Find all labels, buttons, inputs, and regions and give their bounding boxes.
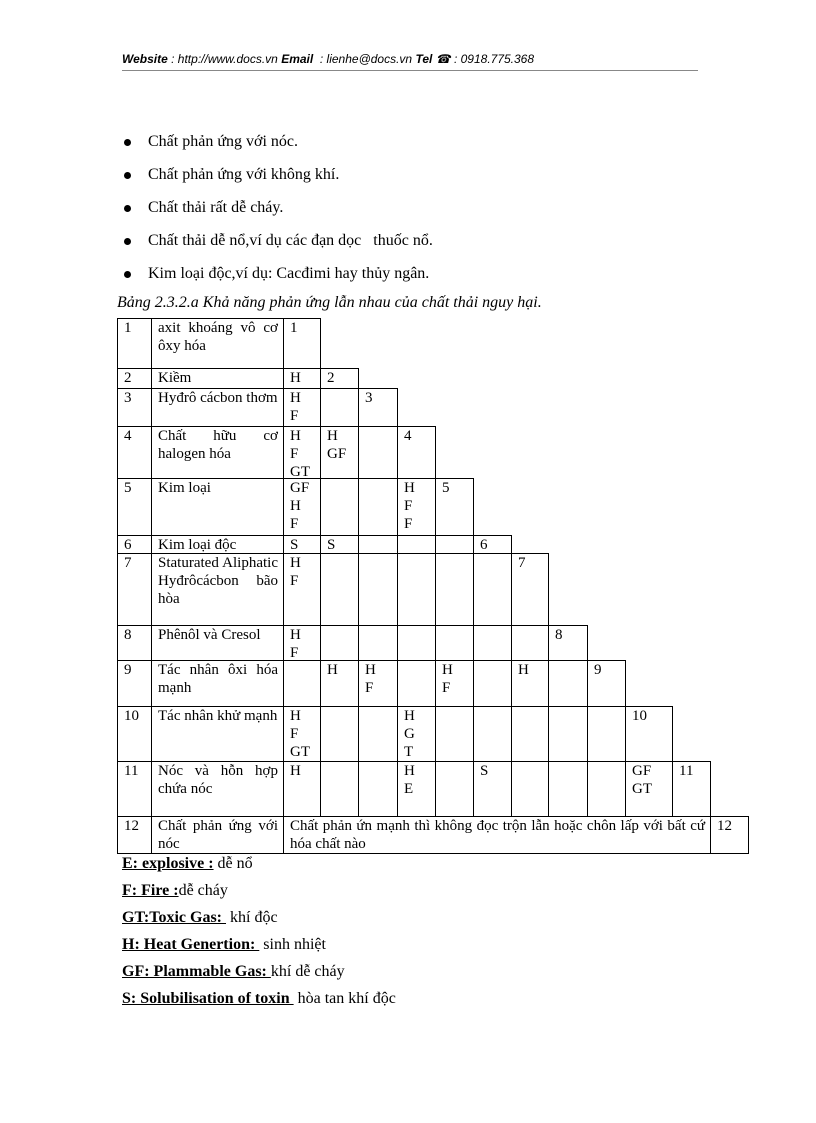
row-number-cell [117, 625, 152, 661]
reaction-cell [473, 660, 512, 707]
diagonal-cell [587, 660, 626, 707]
diagonal-number: 2 [327, 370, 335, 386]
reaction-cell [511, 706, 549, 762]
reaction-cell [358, 478, 398, 536]
reaction-cell [397, 553, 436, 626]
row-label: Chất phản ứng với nóc [158, 818, 278, 852]
reaction-code: S [480, 763, 489, 779]
website-value: : http://www.docs.vn [167, 52, 282, 66]
row-number: 9 [124, 662, 132, 678]
row-note: Chất phản ứn mạnh thì không đọc trộn lẫn hoặc chôn lấp với bất cứ hóa chất nào [290, 818, 705, 852]
reaction-code: H F [290, 555, 301, 589]
legend-item [122, 855, 253, 873]
reaction-code: H [290, 370, 301, 386]
reaction-cell [473, 625, 512, 661]
diagonal-cell [548, 625, 588, 661]
reaction-cell [397, 478, 436, 536]
reaction-cell [283, 761, 321, 817]
diagonal-number: 9 [594, 662, 602, 678]
reaction-cell [320, 761, 359, 817]
row-label: Chất hữu cơ halogen hóa [158, 428, 278, 462]
reaction-code: H [327, 662, 338, 678]
reaction-code: H F GT [290, 708, 310, 760]
diagonal-cell [473, 535, 512, 554]
bullet-dot-icon [124, 238, 131, 245]
row-number: 11 [124, 763, 139, 779]
row-number-cell [117, 368, 152, 389]
header-rule [122, 70, 698, 71]
legend-value: dễ nổ [213, 855, 253, 872]
reaction-cell [397, 535, 436, 554]
row-number: 5 [124, 480, 132, 496]
row-number-cell [117, 535, 152, 554]
diagonal-cell [358, 388, 398, 427]
row-number-cell [117, 553, 152, 626]
reaction-cell [435, 535, 474, 554]
row-number: 12 [124, 818, 139, 834]
diagonal-number: 6 [480, 537, 488, 553]
reaction-code: GF GT [632, 763, 652, 797]
reaction-cell [435, 761, 474, 817]
reaction-cell [358, 535, 398, 554]
diagonal-number: 5 [442, 480, 450, 496]
legend-key: H: Heat Genertion: [122, 936, 260, 953]
row-label: Hyđrô cácbon thơm [158, 390, 278, 406]
bullet-dot-icon [124, 172, 131, 179]
row-label: Kim loại độc [158, 537, 237, 553]
reaction-cell [358, 706, 398, 762]
reaction-cell [320, 535, 359, 554]
legend-value: khí dễ cháy [270, 963, 345, 980]
legend-key: E: explosive : [122, 855, 214, 872]
legend-value: hòa tan khí độc [293, 990, 396, 1007]
diagonal-cell [283, 318, 321, 369]
row-number: 2 [124, 370, 132, 386]
row-number: 7 [124, 555, 132, 571]
diagonal-number: 10 [632, 708, 647, 724]
diagonal-number: 4 [404, 428, 412, 444]
reaction-cell [548, 660, 588, 707]
legend-item [122, 909, 278, 927]
reaction-cell [320, 660, 359, 707]
reaction-cell [473, 761, 512, 817]
legend-key: F: Fire : [122, 882, 179, 899]
reaction-code: H F [442, 662, 453, 696]
row-label: Tác nhân ôxi hóa mạnh [158, 662, 278, 696]
bullet-item: Chất phản ứng với không khí. [122, 163, 433, 196]
reaction-cell [435, 660, 474, 707]
row-number-cell [117, 426, 152, 479]
reaction-cell [397, 625, 436, 661]
email-label: Email [281, 52, 314, 66]
reaction-code: S [290, 537, 299, 553]
reaction-cell [511, 625, 549, 661]
bullet-item: Chất phản ứng với nóc. [122, 130, 433, 163]
row-number-cell [117, 318, 152, 369]
row-number: 4 [124, 428, 132, 444]
reaction-code: H F GT [290, 428, 310, 480]
reaction-cell [358, 761, 398, 817]
diagonal-number: 8 [555, 627, 563, 643]
email-value: : lienhe@docs.vn [313, 52, 416, 66]
bullet-item: Chất thải rất dễ cháy. [122, 196, 433, 229]
reaction-cell [548, 761, 588, 817]
reaction-code: H F [290, 627, 301, 661]
row-label: Staturated Aliphatic Hyđrôcácbon bão hòa [158, 555, 278, 607]
diagonal-number: 11 [679, 763, 694, 779]
reaction-cell [320, 388, 359, 427]
reaction-cell [358, 426, 398, 479]
reaction-cell [320, 478, 359, 536]
bullet-list [122, 130, 433, 295]
diagonal-cell [511, 553, 549, 626]
bullet-dot-icon [124, 205, 131, 212]
legend-value: dễ cháy [178, 882, 228, 899]
bullet-dot-icon [124, 139, 131, 146]
row-number-cell [117, 660, 152, 707]
diagonal-number: 1 [290, 320, 298, 336]
reaction-cell [587, 761, 626, 817]
row-label: Kim loại [158, 480, 211, 496]
reaction-cell [283, 368, 321, 389]
reaction-code: H [518, 662, 529, 678]
reaction-code: H [290, 763, 301, 779]
reaction-cell [283, 660, 321, 707]
reaction-cell [358, 660, 398, 707]
reaction-code: H G T [404, 708, 415, 760]
reaction-cell [511, 660, 549, 707]
tel-value: ☎ : 0918.775.368 [432, 52, 535, 66]
row-number: 8 [124, 627, 132, 643]
row-number-cell [117, 478, 152, 536]
diagonal-number: 3 [365, 390, 373, 406]
bullet-dot-icon [124, 271, 131, 278]
legend-key: GT:Toxic Gas: [122, 909, 227, 926]
diagonal-number: 12 [717, 818, 732, 834]
reaction-cell [320, 706, 359, 762]
reaction-cell [358, 625, 398, 661]
reaction-cell [548, 706, 588, 762]
row-number-cell [117, 388, 152, 427]
row-number: 10 [124, 708, 139, 724]
reaction-cell [435, 625, 474, 661]
row-number: 1 [124, 320, 132, 336]
bullet-item: Kim loại độc,ví dụ: Cacđimi hay thủy ngân. [122, 262, 433, 295]
diagonal-cell [320, 368, 359, 389]
diagonal-number: 7 [518, 555, 526, 571]
reaction-cell [283, 388, 321, 427]
row-label: Kiềm [158, 370, 192, 386]
reaction-cell [397, 660, 436, 707]
reaction-cell [587, 706, 626, 762]
row-number: 3 [124, 390, 132, 406]
reaction-cell [320, 553, 359, 626]
legend-key: S: Solubilisation of toxin [122, 990, 294, 1007]
reaction-code: H F F [404, 480, 415, 532]
legend-item [122, 882, 228, 900]
row-label: axit khoáng vô cơ ôxy hóa [158, 320, 278, 354]
legend-item [122, 936, 326, 954]
reaction-cell [473, 706, 512, 762]
legend-key: GF: Plammable Gas: [122, 963, 271, 980]
bullet-item: Chất thải dễ nổ,ví dụ các đạn dọc thuốc nổ. [122, 229, 433, 262]
reaction-cell [283, 553, 321, 626]
legend-value: khí độc [226, 909, 278, 926]
reaction-cell [435, 553, 474, 626]
reaction-cell [283, 625, 321, 661]
reaction-cell [397, 761, 436, 817]
row-label: Phênôl và Cresol [158, 627, 261, 643]
legend-item [122, 990, 396, 1008]
legend-value: sinh nhiệt [259, 936, 326, 953]
reaction-cell [435, 706, 474, 762]
reaction-cell [511, 761, 549, 817]
reaction-code: H F [290, 390, 301, 424]
reaction-code: H E [404, 763, 415, 797]
reaction-cell [358, 553, 398, 626]
table-caption: Bảng 2.3.2.a Khả năng phản ứng lẫn nhau của chất thải nguy hại. [117, 294, 542, 311]
row-label: Tác nhân khử mạnh [158, 708, 278, 724]
reaction-code: S [327, 537, 336, 553]
reaction-cell [283, 535, 321, 554]
page-header [122, 52, 534, 66]
reaction-code: H F [365, 662, 376, 696]
reaction-cell [397, 706, 436, 762]
legend-item [122, 963, 345, 981]
reaction-cell [320, 625, 359, 661]
row-number: 6 [124, 537, 132, 553]
website-label: Website [122, 52, 168, 66]
reaction-code: GF H F [290, 480, 310, 532]
diagonal-cell [435, 478, 474, 536]
tel-label: Tel [415, 52, 433, 66]
row-label: Nóc và hỗn hợp chứa nóc [158, 763, 278, 797]
reaction-code: H GF [327, 428, 347, 462]
diagonal-cell [397, 426, 436, 479]
reaction-cell [473, 553, 512, 626]
